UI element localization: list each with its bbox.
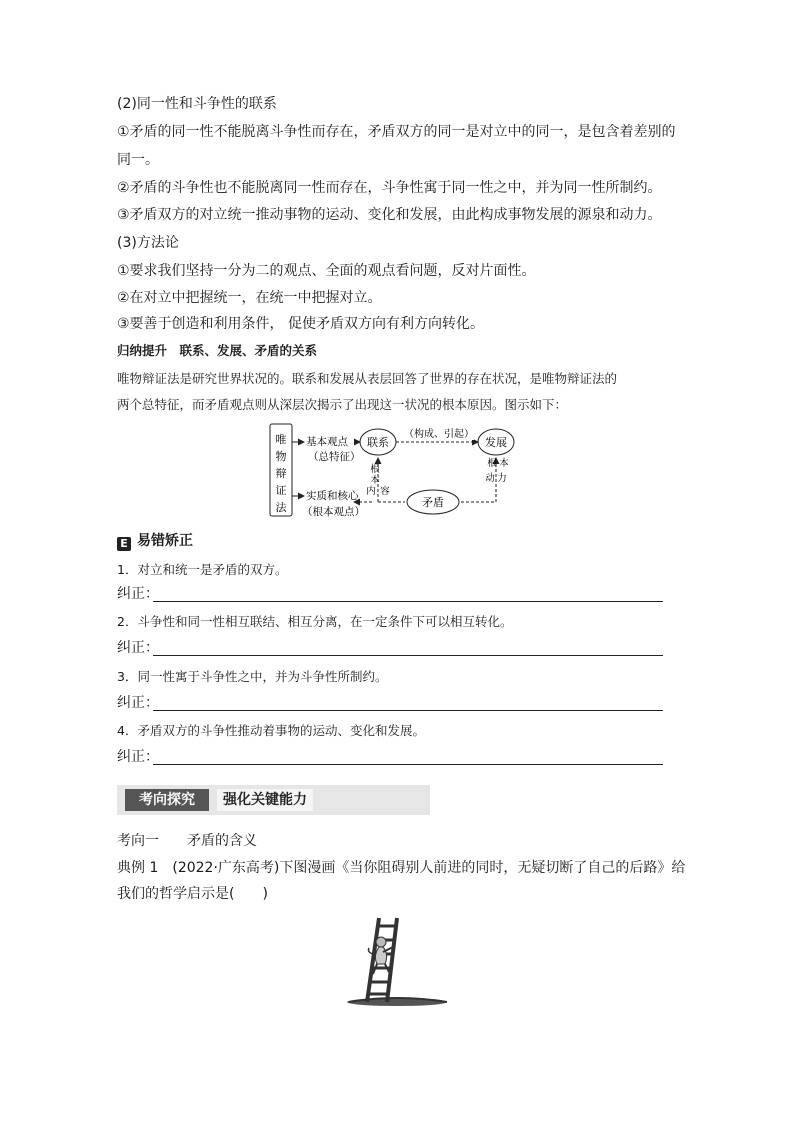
right-vert-char: 本 <box>499 458 509 469</box>
section-heading: (3)方法论 <box>117 235 179 251</box>
left-vert-char: 容 <box>380 486 390 497</box>
correction-item: 2．斗争性和同一性相互联结、相互分离，在一定条件下可以相互转化。 <box>117 614 513 629</box>
correction-item: 3．同一性寓于斗争性之中，并为斗争性所制约。 <box>117 669 388 684</box>
correction-title: 易错矫正 <box>137 533 193 549</box>
correction-answer-row[interactable] <box>117 638 663 658</box>
node-contradiction-label: 矛盾 <box>422 496 444 509</box>
left-vert-char: 本 <box>370 475 380 486</box>
ladder-cartoon-image <box>345 912 450 1010</box>
paragraph: 同一。 <box>117 152 159 168</box>
correction-item: 1．对立和统一是矛盾的双方。 <box>117 562 288 577</box>
essence-label: 实质和核心 <box>306 490 359 502</box>
example-text: 典例 1 (2022·广东高考)下图漫画《当你阻碍别人前进的同时，无疑切断了自己的后路》给 <box>117 860 686 876</box>
dialectics-char: 法 <box>275 501 287 514</box>
basic-view-label: 基本观点 <box>306 436 348 448</box>
answer-line[interactable] <box>153 764 663 765</box>
banner-title: 考向探究 <box>125 789 209 811</box>
right-vert-char: 根 <box>487 458 497 469</box>
paragraph: ②在对立中把握统一，在统一中把握对立。 <box>117 290 382 306</box>
direction-heading: 考向一 矛盾的含义 <box>117 833 257 849</box>
left-vert-char: 根 <box>370 464 380 475</box>
paragraph: ①矛盾的同一性不能脱离斗争性而存在，矛盾双方的同一是对立中的同一，是包含着差别的 <box>117 124 676 140</box>
correction-item: 4．矛盾双方的斗争性推动着事物的运动、变化和发展。 <box>117 723 425 738</box>
section-banner <box>117 785 430 815</box>
basic-view-sub: （总特征） <box>308 451 361 463</box>
correction-heading <box>117 531 193 551</box>
paragraph: ①要求我们坚持一分为二的观点、全面的观点看问题，反对片面性。 <box>117 263 536 279</box>
correction-answer-row[interactable] <box>117 747 663 767</box>
section-heading: (2)同一性和斗争性的联系 <box>117 96 277 112</box>
summary-text: 唯物辩证法是研究世界状况的。联系和发展从表层回答了世界的存在状况，是唯物辩证法的 <box>117 371 618 386</box>
correction-label: 纠正： <box>117 695 159 711</box>
dialectics-char: 唯 <box>275 433 287 446</box>
node-development-label: 发展 <box>485 436 507 449</box>
node-link-label: 联系 <box>367 436 389 449</box>
error-tag-icon: E <box>117 537 131 551</box>
summary-heading: 归纳提升 联系、发展、矛盾的关系 <box>117 343 318 358</box>
answer-line[interactable] <box>153 601 663 602</box>
right-vert-char: 力 <box>497 473 507 484</box>
paragraph: ③要善于创造和利用条件， 促使矛盾双方向有利方向转化。 <box>117 316 484 332</box>
dialectics-char: 物 <box>275 450 287 463</box>
edge-label: （构成、引起） <box>404 429 474 440</box>
banner-subtitle: 强化关键能力 <box>217 789 313 811</box>
right-vert-char: 动 <box>485 473 495 484</box>
essence-sub: （根本观点） <box>302 506 365 518</box>
dialectics-char: 辩 <box>275 467 287 480</box>
paragraph: ②矛盾的斗争性也不能脱离同一性而存在，斗争性寓于同一性之中，并为同一性所制约。 <box>117 180 662 196</box>
correction-label: 纠正： <box>117 586 159 602</box>
left-vert-char: 内 <box>366 486 376 497</box>
answer-line[interactable] <box>153 710 663 711</box>
relationship-diagram <box>268 420 530 524</box>
correction-label: 纠正： <box>117 640 159 656</box>
paragraph: ③矛盾双方的对立统一推动事物的运动、变化和发展，由此构成事物发展的源泉和动力。 <box>117 207 662 223</box>
correction-answer-row[interactable] <box>117 584 663 604</box>
correction-answer-row[interactable] <box>117 693 663 713</box>
answer-line[interactable] <box>153 655 663 656</box>
correction-label: 纠正： <box>117 749 159 765</box>
summary-text: 两个总特征，而矛盾观点则从深层次揭示了出现这一状况的根本原因。图示如下： <box>117 397 568 412</box>
dialectics-char: 证 <box>275 484 287 497</box>
example-text: 我们的哲学启示是( ) <box>117 886 268 902</box>
